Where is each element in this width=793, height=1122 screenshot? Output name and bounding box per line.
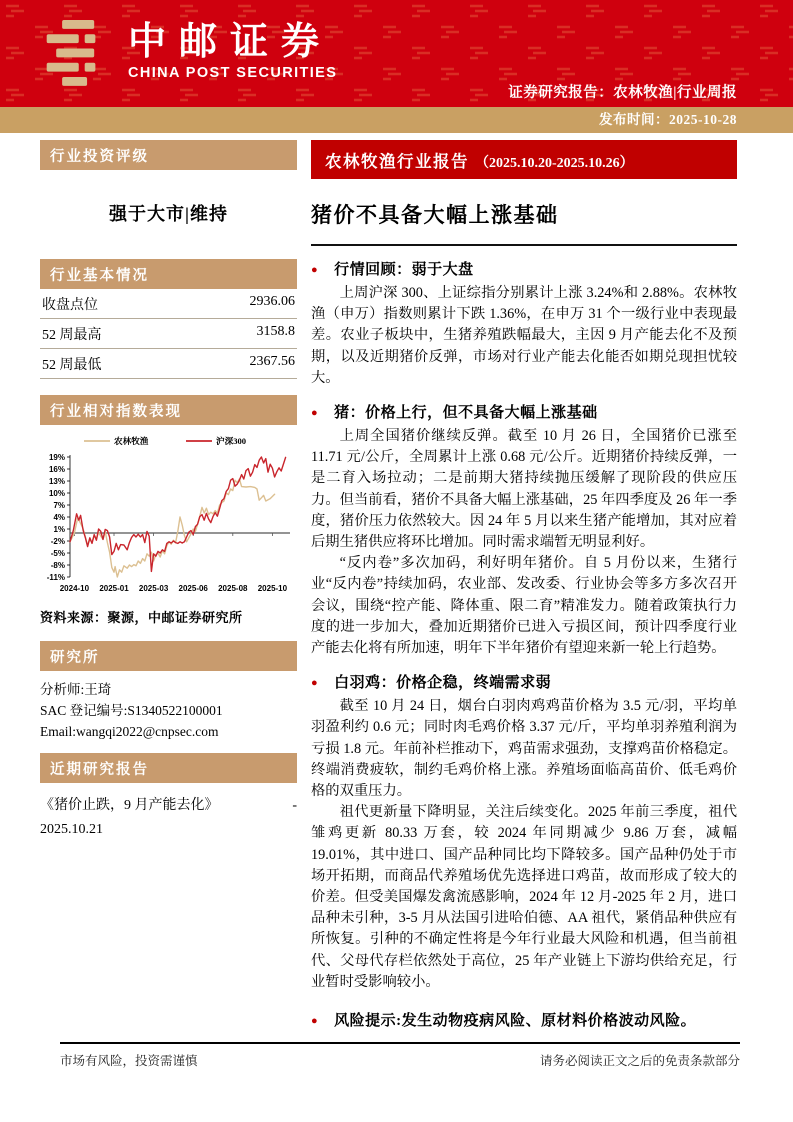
row-label: 52 周最高: [42, 328, 102, 343]
page-title: 猪价不具备大幅上涨基础: [311, 203, 559, 227]
table-row: [40, 319, 297, 349]
brand-name-cn: 中邮证券: [128, 21, 333, 64]
sidebar-header-institute: 研究所: [40, 641, 297, 671]
report-type-label: 证券研究报告：农林牧渔|行业周报: [508, 85, 737, 101]
svg-text:农林牧渔: 农林牧渔: [114, 436, 149, 446]
line-chart: [40, 431, 297, 603]
china-post-logo-icon: [36, 14, 112, 90]
section-heading-text: 猪：价格上行，但不具备大幅上涨基础: [334, 405, 598, 422]
publish-date-band: 发布时间：2025-10-28: [0, 107, 793, 133]
svg-text:1%: 1%: [53, 525, 65, 534]
report-banner-period: （2025.10.20-2025.10.26）: [475, 156, 634, 171]
table-row: [40, 349, 297, 379]
sidebar-header-chart: 行业相对指数表现: [40, 395, 297, 425]
analyst-name: 分析师:王琦: [40, 682, 112, 697]
recent-report-item: [40, 794, 297, 842]
section-heading: [311, 401, 737, 422]
svg-text:10%: 10%: [48, 489, 65, 498]
row-value: 2936.06: [249, 294, 295, 309]
recent-report-title: 《猪价止跌，9 月产能去化》: [40, 798, 219, 813]
row-label: 52 周最低: [42, 358, 102, 373]
page-footer: [60, 1042, 740, 1069]
recent-report-date: 2025.10.21: [40, 822, 103, 837]
industry-basics-table: [40, 289, 297, 379]
paragraph: “反内卷”多次加码，利好明年猪价。自 5 月份以来，生猪行业“反内卷”持续加码，农业部、发改委、行业协会等多方多次召开会议，围绕“控产能、降体重、限二育”精准发力。随着政策执行力度的进一步加大，叠加近期猪价已进入亏损区间，预计四季度行业产能去化将有所加速，明年下半年猪价有望迎来新一轮上行趋势。: [311, 555, 737, 657]
bullet-icon: ●: [311, 677, 319, 690]
row-label: 收盘点位: [42, 298, 98, 313]
svg-text:2025-03: 2025-03: [138, 584, 169, 593]
sidebar: [40, 140, 297, 1034]
sidebar-header-recent: 近期研究报告: [40, 753, 297, 783]
sidebar-header-rating: 行业投资评级: [40, 140, 297, 170]
bullet-icon: ●: [311, 264, 319, 276]
brand-name-en: CHINA POST SECURITIES: [128, 64, 338, 81]
svg-text:2024-10: 2024-10: [59, 584, 90, 593]
bullet-icon: ●: [311, 1015, 319, 1028]
svg-text:-8%: -8%: [50, 561, 65, 570]
section-heading: [311, 1009, 737, 1030]
masthead: [0, 0, 793, 107]
svg-text:16%: 16%: [48, 465, 65, 474]
svg-text:7%: 7%: [53, 501, 65, 510]
section-heading: [311, 671, 737, 692]
brand-text: [128, 23, 337, 81]
report-banner: [311, 140, 737, 179]
section-heading-text: 风险提示:发生动物疫病风险、原材料价格波动风险。: [334, 1013, 697, 1030]
recent-report-title-line: [40, 794, 297, 818]
section-market-review: [311, 258, 737, 389]
footer-disclaimer-right: 请务必阅读正文之后的免责条款部分: [539, 1054, 740, 1068]
svg-text:19%: 19%: [48, 453, 65, 462]
svg-text:2025-08: 2025-08: [218, 584, 248, 593]
bullet-icon: ●: [311, 407, 319, 420]
analyst-sac: SAC 登记编号:S1340522100001: [40, 703, 223, 718]
sidebar-header-basics: 行业基本情况: [40, 259, 297, 289]
section-heading-text: 行情回顾：弱于大盘: [334, 262, 474, 278]
svg-text:-2%: -2%: [50, 537, 65, 546]
section-pig: [311, 401, 737, 659]
analyst-info: [40, 679, 297, 742]
report-banner-title: 农林牧渔行业报告: [325, 152, 469, 171]
section-broiler: [311, 671, 737, 993]
paragraph: 截至 10 月 24 日，烟台白羽肉鸡鸡苗价格为 3.5 元/羽，平均单羽盈利约 0.6 元；同时肉毛鸡价格 3.37 元/斤，平均单羽养殖利润为亏损 1.8 元。年前补栏推动下，鸡苗需求强劲，支撑鸡苗价格稳定。终端消费疲软，制约毛鸡价格上涨。养殖场面临高苗价、低毛鸡价格的双重压力。: [311, 698, 737, 800]
section-heading: [311, 258, 737, 279]
svg-text:13%: 13%: [48, 477, 65, 486]
analyst-email: Email:wangqi2022@cnpsec.com: [40, 724, 219, 739]
industry-rating-value: 强于大市|维持: [109, 204, 228, 224]
content: [0, 133, 793, 1034]
svg-text:2025-06: 2025-06: [178, 584, 208, 593]
svg-text:-5%: -5%: [50, 549, 65, 558]
row-value: 3158.8: [256, 324, 295, 339]
footer-disclaimer-left: 市场有风险，投资需谨慎: [60, 1054, 198, 1068]
section-risk: [311, 1009, 737, 1030]
main-column: [311, 140, 737, 1034]
row-value: 2367.56: [249, 354, 295, 369]
svg-text:4%: 4%: [53, 513, 65, 522]
svg-text:-11%: -11%: [46, 573, 65, 582]
paragraph: 祖代更新量下降明显，关注后续变化。2025 年前三季度，祖代雏鸡更新 80.33 万套，较 2024 年同期减少 9.86 万套，减幅 19.01%，其中进口、国产品种同比均下降较多。国产品种仍处于市场开拓期，而商品代养殖场优先选择进口鸡苗，故而形成了较大的价差。但受美国爆发禽流感影响，2024 年 12 月-2025 年 2 月，进口品种未引种，3-5 月从法国引进哈伯德、AA 祖代，紧俏品种供应有所恢复。引种的不确定性将是今年行业最大风险和机遇，但当前祖代、父母代存栏依然处于高位，25 年产业链上下游均供给充足，行业暂时受影响较小。: [311, 804, 737, 990]
svg-text:沪深300: 沪深300: [216, 436, 247, 446]
chart-source: 资料来源：聚源，中邮证券研究所: [40, 610, 243, 625]
title-divider: [311, 244, 737, 246]
section-heading-text: 白羽鸡：价格企稳，终端需求弱: [334, 675, 552, 692]
brand: [36, 14, 337, 90]
relative-index-chart: [40, 431, 297, 603]
paragraph: 上周全国猪价继续反弹。截至 10 月 26 日，全国猪价已涨至 11.71 元/公斤，全周累计上涨 0.68 元/公斤。近期猪价持续反弹，一是二育入场拉动；二是前期大猪持续抛压缓解了现阶段的供应压力。但当前看，猪价不具备大幅上涨基础，25 年四季度及 26 年一季度，猪价压力依然较大。因 24 年 5 月以来生猪产能增加，其对应着后期生猪供应将环比增加。同时需求端暂无明显利好。: [311, 428, 737, 551]
paragraph: 上周沪深 300、上证综指分别累计上涨 3.24%和 2.88%。农林牧渔（申万）指数则累计下跌 1.36%，在申万 31 个一级行业中表现最差。农业子板块中，生猪养殖跌幅最大，主因 9 月产能去化不及预期，以及近期猪价反弹，市场对行业产能去化能否如期兑现担忧较大。: [311, 285, 737, 386]
table-row: [40, 289, 297, 319]
recent-report-dash: -: [292, 798, 297, 813]
svg-text:2025-01: 2025-01: [99, 584, 129, 593]
svg-text:2025-10: 2025-10: [257, 584, 288, 593]
